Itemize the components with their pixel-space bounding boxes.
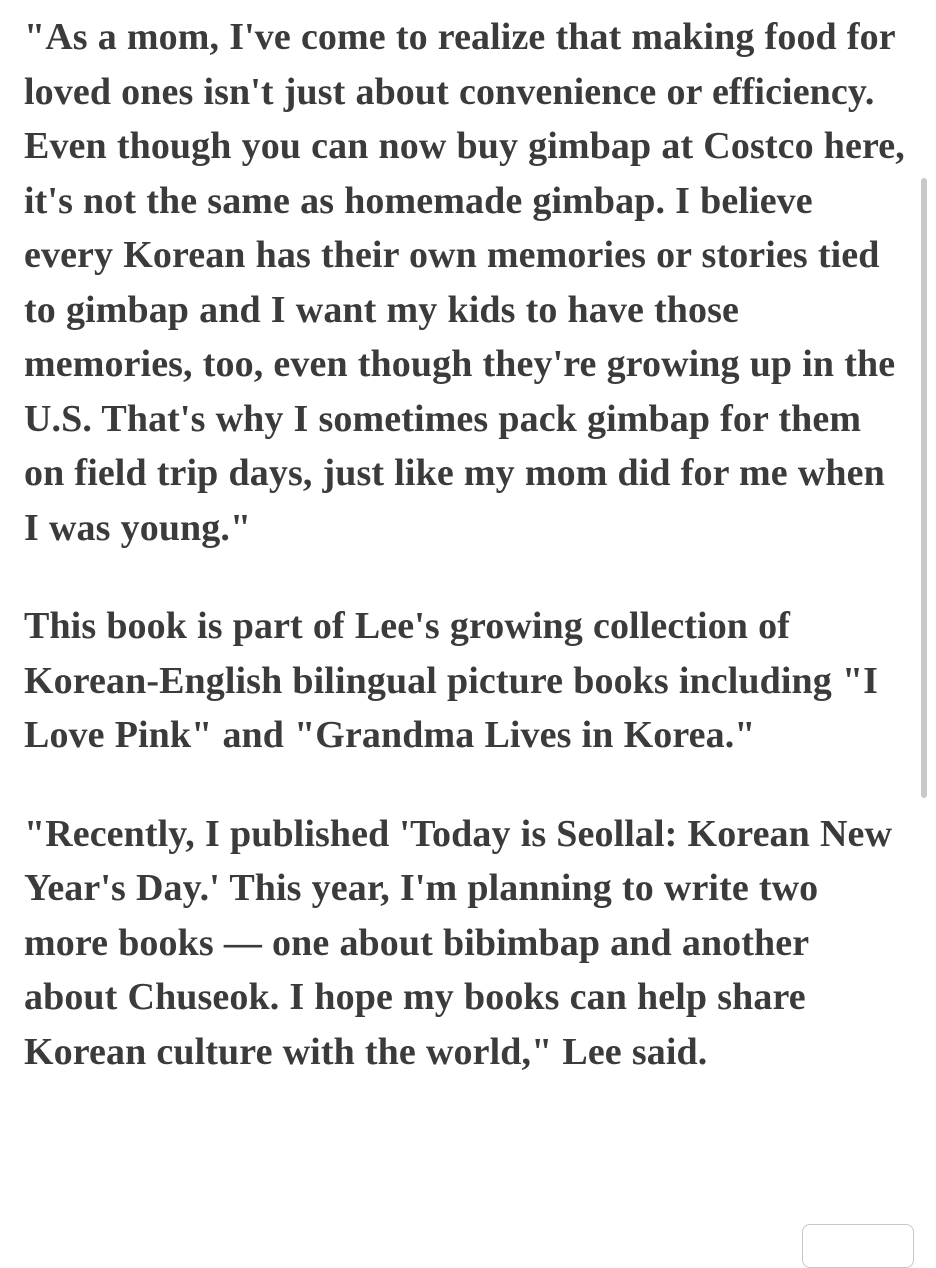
article-paragraph: This book is part of Lee's growing collection of Korean-English bilingual picture books including "I Love Pink" and "Grandma Lives in Korea.": [24, 605, 879, 756]
bottom-action-button[interactable]: [802, 1224, 914, 1268]
article-paragraph: "Recently, I published 'Today is Seollal: Korean New Year's Day.' This year, I'm planning to write two more books — one about bibimbap and another about Chuseok. I hope my books can help share Korean culture with the world," Lee said.: [24, 812, 893, 1073]
article-paragraph: "As a mom, I've come to realize that making food for loved ones isn't just about convenience or efficiency. Even though you can now buy gimbap at Costco here, it's not the same as homemade gimbap. I believe every Korean has their own memories or stories tied to gimbap and I want my kids to have those memories, too, even though they're growing up in the U.S. That's why I sometimes pack gimbap for them on field trip days, just like my mom did for me when I was young.": [24, 16, 905, 549]
vertical-scrollbar-track[interactable]: [922, 0, 932, 1262]
vertical-scrollbar-thumb[interactable]: [921, 178, 927, 798]
